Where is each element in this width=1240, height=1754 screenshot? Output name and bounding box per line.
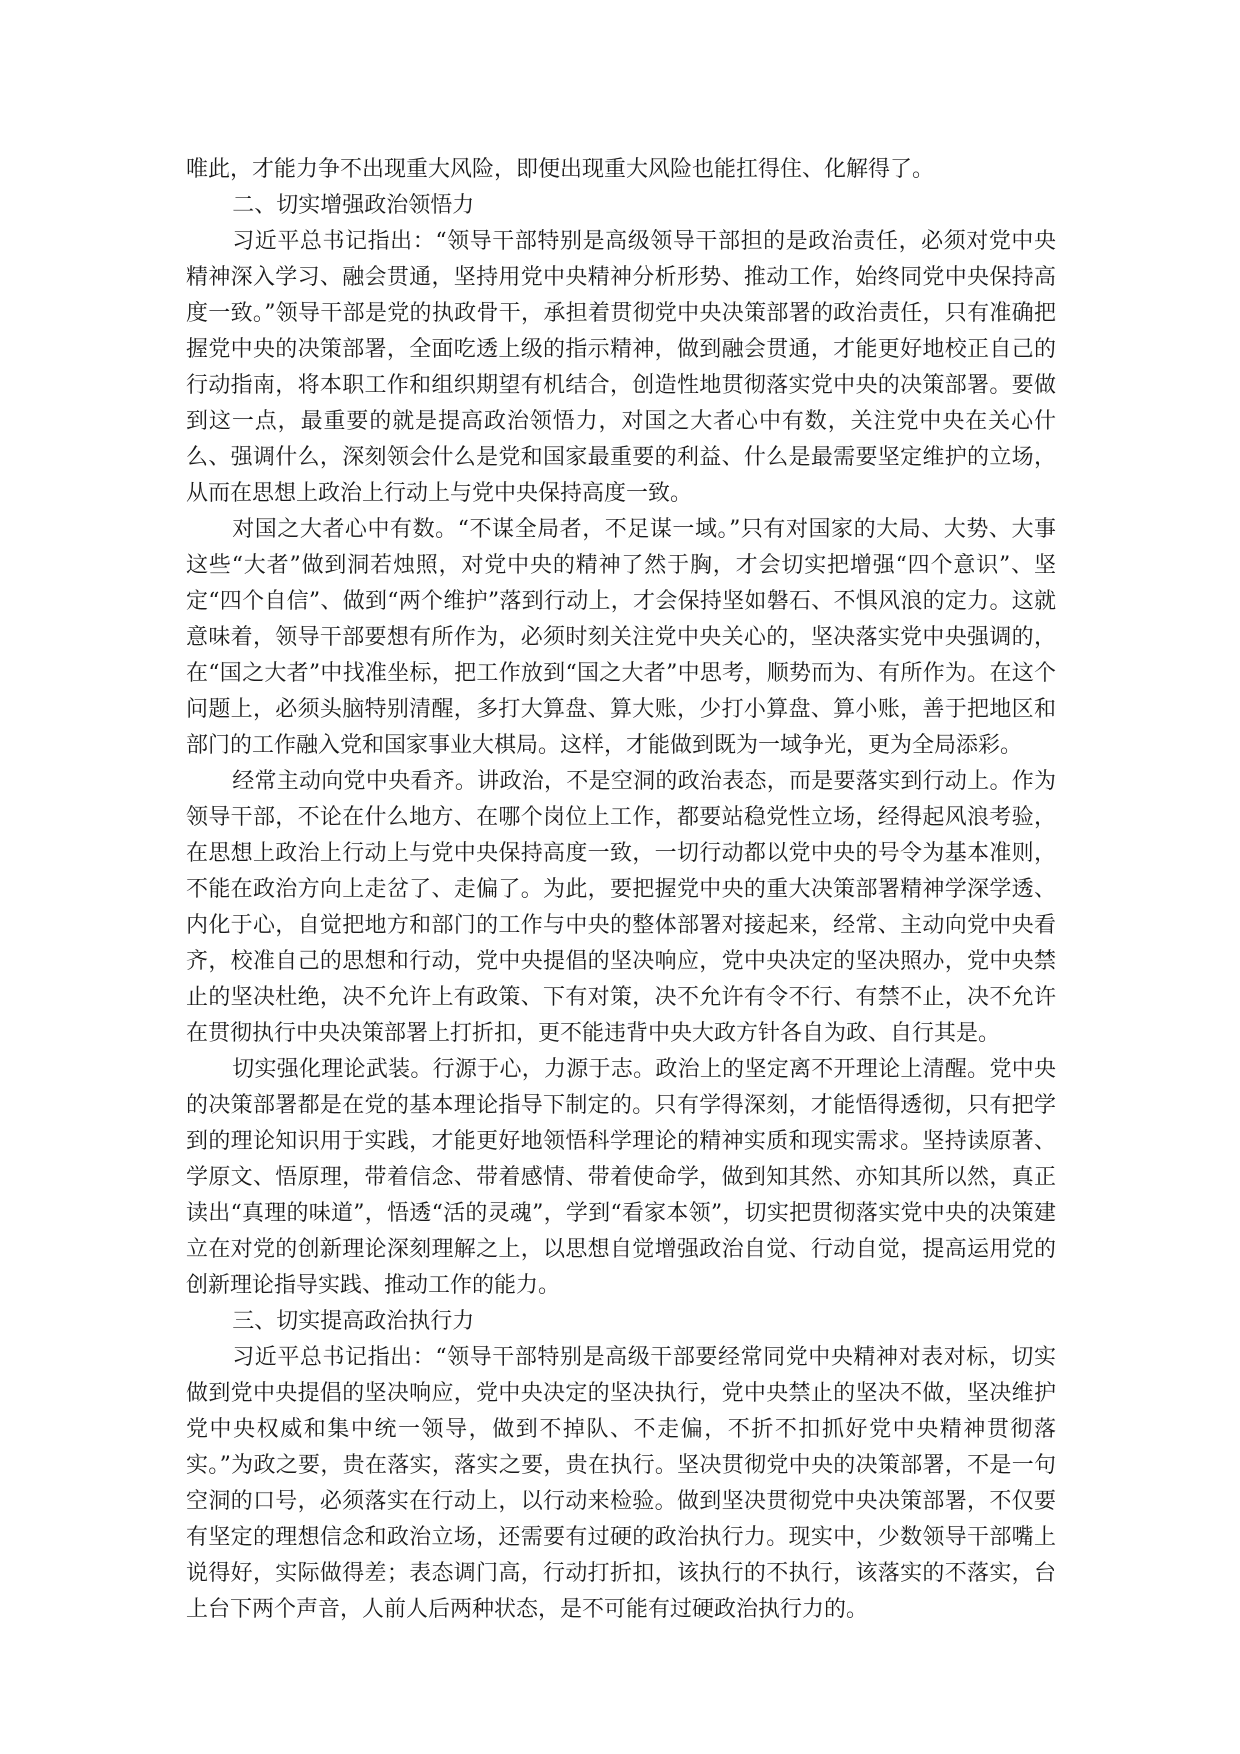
- paragraph-quote-execution: 习近平总书记指出：“领导干部特别是高级干部要经常同党中央精神对表对标，切实做到党中央提倡的坚决响应，党中央决定的坚决执行，党中央禁止的坚决不做，坚决维护党中央权威和集中统一领导，做到不掉队、不走偏，不折不扣抓好党中央精神贯彻落实。”为政之要，贵在落实，落实之要，贵在执行。坚决贯彻党中央的决策部署，不是一句空洞的口号，必须落实在行动上，以行动来检验。做到坚决贯彻党中央决策部署，不仅要有坚定的理想信念和政治立场，还需要有过硬的政治执行力。现实中，少数领导干部嘴上说得好，实际做得差；表态调门高，行动打折扣，该执行的不执行，该落实的不落实，台上台下两个声音，人前人后两种状态，是不可能有过硬政治执行力的。: [186, 1345, 1056, 1622]
- paragraph-theory-armament: 切实强化理论武装。行源于心，力源于志。政治上的坚定离不开理论上清醒。党中央的决策部署都是在党的基本理论指导下制定的。只有学得深刻，才能悟得透彻，只有把学到的理论知识用于实践，才能更好地领悟科学理论的精神实质和现实需求。坚持读原著、学原文、悟原理，带着信念、带着感情、带着使命学，做到知其然、亦知其所以然，真正读出“真理的味道”，悟透“活的灵魂”，学到“看家本领”，切实把贯彻落实党中央的决策建立在对党的创新理论深刻理解之上，以思想自觉增强政治自觉、行动自觉，提高运用党的创新理论指导实践、推动工作的能力。: [186, 1057, 1056, 1298]
- section-heading-3: 三、切实提高政治执行力: [232, 1309, 475, 1334]
- paragraph-national-priorities: 对国之大者心中有数。“不谋全局者，不足谋一域。”只有对国家的大局、大势、大事这些“大者”做到洞若烛照，对党中央的精神了然于胸，才会切实把增强“四个意识”、坚定“四个自信”、做到“两个维护”落到行动上，才会保持坚如磐石、不惧风浪的定力。这就意味着，领导干部要想有所作为，必须时刻关注党中央关心的，坚决落实党中央强调的，在“国之大者”中找准坐标，把工作放到“国之大者”中思考，顺势而为、有所作为。在这个问题上，必须头脑特别清醒，多打大算盘、算大账，少打小算盘、算小账，善于把地区和部门的工作融入党和国家事业大棋局。这样，才能做到既为一域争光，更为全局添彩。: [186, 517, 1056, 758]
- document-body: [186, 152, 1056, 1628]
- paragraph-quote-understanding: 习近平总书记指出：“领导干部特别是高级领导干部担的是政治责任，必须对党中央精神深入学习、融会贯通，坚持用党中央精神分析形势、推动工作，始终同党中央保持高度一致。”领导干部是党的执政骨干，承担着贯彻党中央决策部署的政治责任，只有准确把握党中央的决策部署，全面吃透上级的指示精神，做到融会贯通，才能更好地校正自己的行动指南，将本职工作和组织期望有机结合，创造性地贯彻落实党中央的决策部署。要做到这一点，最重要的就是提高政治领悟力，对国之大者心中有数，关注党中央在关心什么、强调什么，深刻领会什么是党和国家最重要的利益、什么是最需要坚定维护的立场，从而在思想上政治上行动上与党中央保持高度一致。: [186, 229, 1056, 506]
- paragraph-align-with-center: 经常主动向党中央看齐。讲政治，不是空洞的政治表态，而是要落实到行动上。作为领导干部，不论在什么地方、在哪个岗位上工作，都要站稳党性立场，经得起风浪考验，在思想上政治上行动上与党中央保持高度一致，一切行动都以党中央的号令为基本准则，不能在政治方向上走岔了、走偏了。为此，要把握党中央的重大决策部署精神学深学透、内化于心，自觉把地方和部门的工作与中央的整体部署对接起来，经常、主动向党中央看齐，校准自己的思想和行动，党中央提倡的坚决响应，党中央决定的坚决照办，党中央禁止的坚决杜绝，决不允许上有政策、下有对策，决不允许有令不行、有禁不止，决不允许在贯彻执行中央决策部署上打折扣，更不能违背中央大政方针各自为政、自行其是。: [186, 769, 1056, 1046]
- section-heading-2: 二、切实增强政治领悟力: [232, 193, 475, 218]
- paragraph-continuation: 唯此，才能力争不出现重大风险，即便出现重大风险也能扛得住、化解得了。: [186, 157, 935, 182]
